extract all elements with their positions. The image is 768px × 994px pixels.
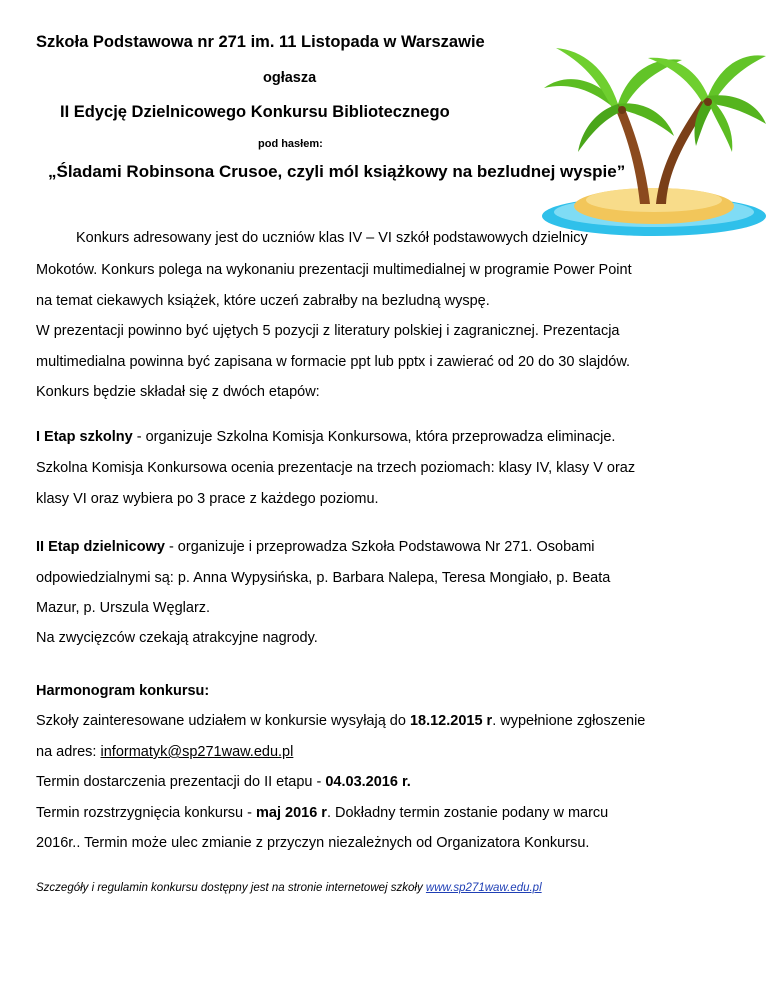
intro-line: Mokotów. Konkurs polega na wykonaniu prezentacji multimedialnej w programie Power Point [36, 262, 632, 278]
stage1-line: Szkolna Komisja Konkursowa ocenia prezentacje na trzech poziomach: klasy IV, klasy V oraz [36, 460, 636, 476]
motto-label: pod hasłem: [258, 138, 323, 150]
stage1-line: klasy VI oraz wybiera po 3 prace z każdego poziomu. [36, 491, 379, 507]
schedule-line: na adres: informatyk@sp271waw.edu.pl [36, 744, 294, 760]
delivery-date: 04.03.2016 r. [325, 774, 411, 790]
announces-label: ogłasza [263, 70, 317, 86]
school-name: Szkoła Podstawowa nr 271 im. 11 Listopada w Warszawie [36, 33, 485, 51]
contest-edition: II Edycję Dzielnicowego Konkursu Bibliotecznego [60, 103, 450, 121]
website-link[interactable]: www.sp271waw.edu.pl [425, 882, 542, 894]
prizes-line: Na zwycięzców czekają atrakcyjne nagrody. [36, 630, 318, 646]
schedule-line: Szkoły zainteresowane udziałem w konkursie wysyłają do 18.12.2015 r. wypełnione zgłoszenie [36, 713, 646, 729]
deadline-date: 18.12.2015 r [409, 713, 493, 729]
result-date: maj 2016 r [256, 805, 327, 821]
schedule-line: 2016r.. Termin może ulec zmianie z przyczyn niezależnych od Organizatora Konkursu. [36, 835, 590, 851]
stage2-line: Mazur, p. Urszula Węglarz. [36, 600, 211, 616]
stage2-line: II Etap dzielnicowy - organizuje i przeprowadza Szkoła Podstawowa Nr 271. Osobami [36, 539, 595, 555]
contest-motto: „Śladami Robinsona Crusoe, czyli mól książkowy na bezludnej wyspie” [48, 162, 626, 181]
stage2-title: II Etap dzielnicowy [36, 539, 165, 555]
email-link[interactable]: informatyk@sp271waw.edu.pl [100, 744, 294, 760]
intro-line: Konkurs adresowany jest do uczniów klas IV – VI szkół podstawowych dzielnicy [76, 230, 588, 246]
stage1-line: I Etap szkolny - organizuje Szkolna Komisja Konkursowa, która przeprowadza eliminacje. [36, 429, 616, 445]
stage2-line: odpowiedzialnymi są: p. Anna Wypysińska, p. Barbara Nalepa, Teresa Mongiało, p. Beata [36, 570, 611, 586]
palm-island-icon [536, 28, 768, 240]
schedule-line: Termin rozstrzygnięcia konkursu - maj 2016 r. Dokładny termin zostanie podany w marcu [36, 805, 609, 821]
intro-line: na temat ciekawych książek, które uczeń zabrałby na bezludną wyspę. [36, 293, 490, 309]
footer-note: Szczegóły i regulamin konkursu dostępny jest na stronie internetowej szkoły www.sp271waw.edu.pl [36, 882, 542, 894]
stage1-title: I Etap szkolny [36, 429, 133, 445]
schedule-line: Termin dostarczenia prezentacji do II etapu - 04.03.2016 r. [36, 774, 411, 790]
intro-line: W prezentacji powinno być ujętych 5 pozycji z literatury polskiej i zagranicznej. Prezentacja [36, 323, 620, 339]
schedule-title: Harmonogram konkursu: [36, 683, 210, 699]
intro-line: Konkurs będzie składał się z dwóch etapów: [36, 384, 320, 400]
intro-line: multimedialna powinna być zapisana w formacie ppt lub pptx i zawierać od 20 do 30 slajdów. [36, 354, 631, 370]
